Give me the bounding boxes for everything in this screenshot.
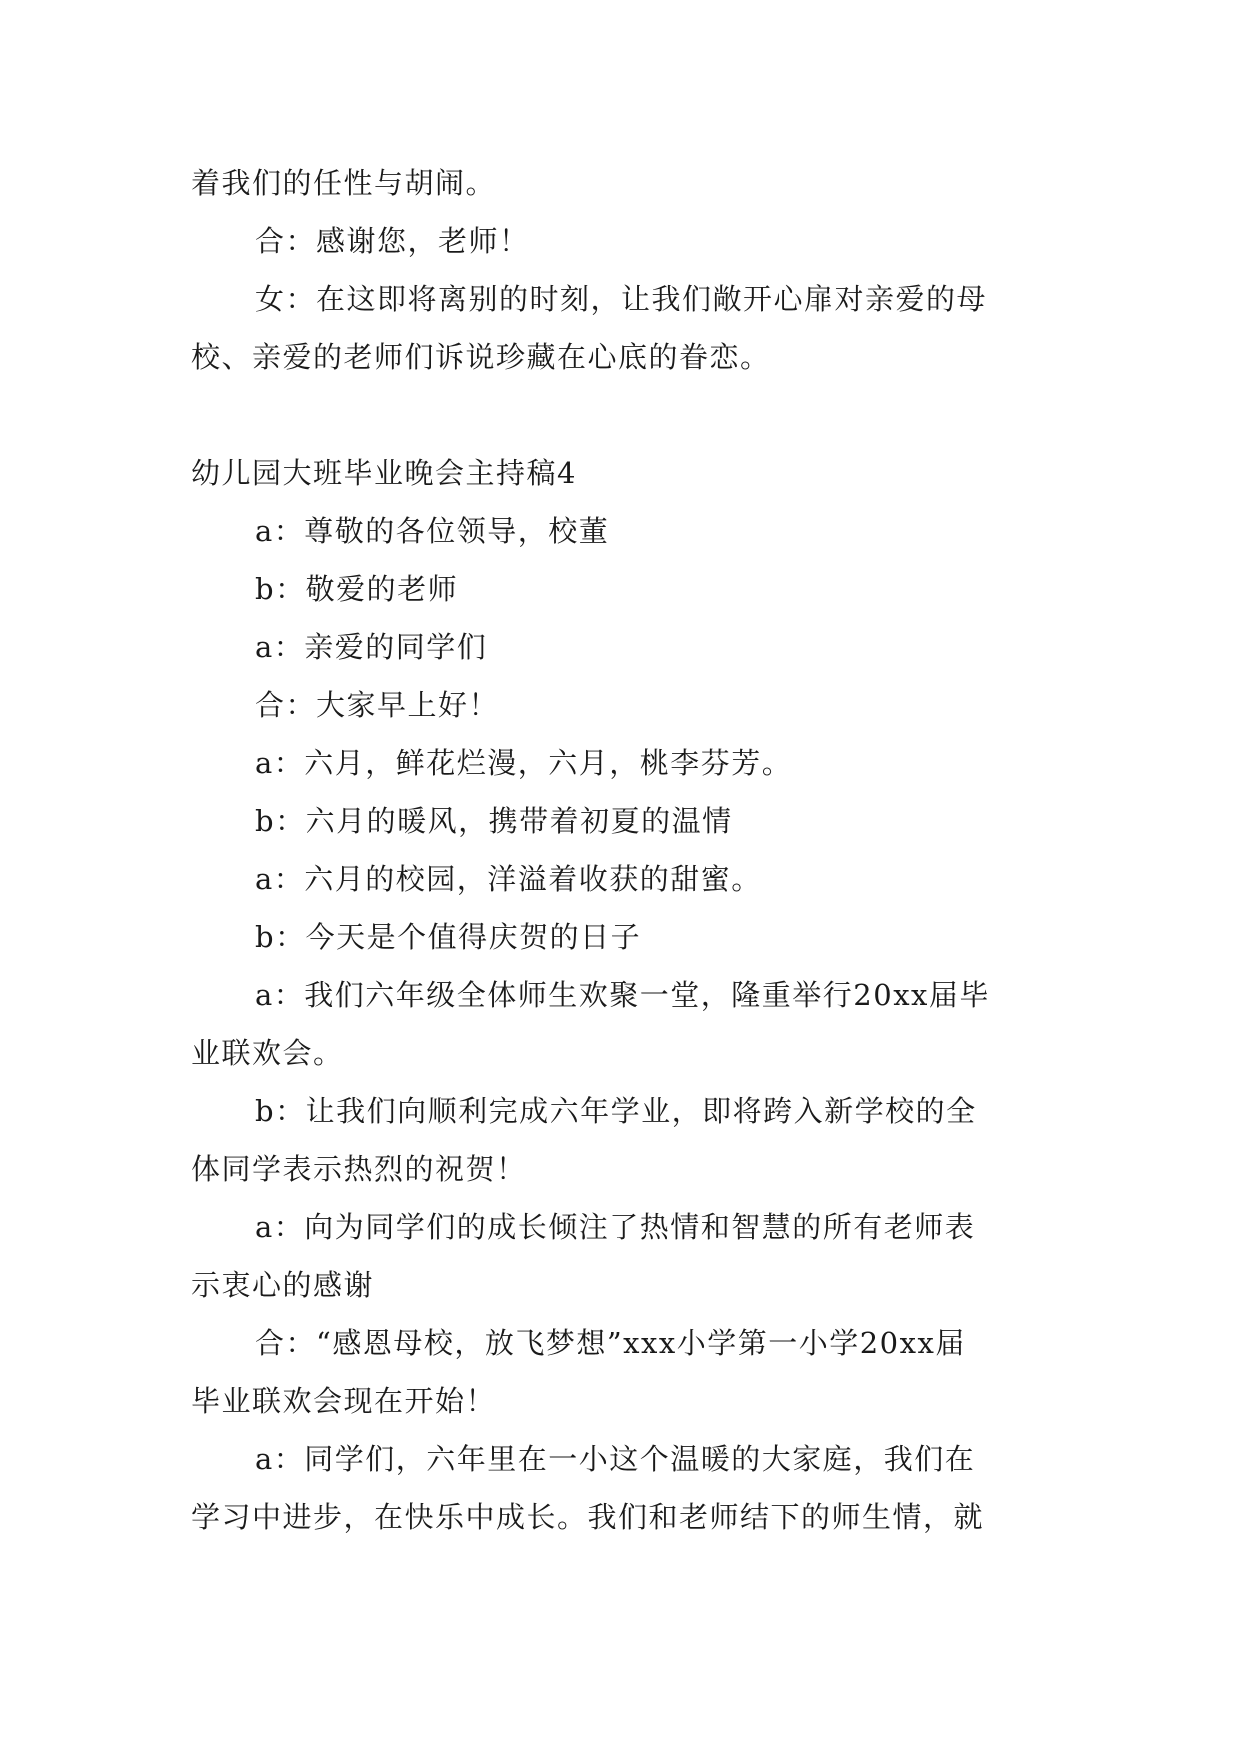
section-title: 幼儿园大班毕业晚会主持稿4 <box>191 456 577 490</box>
text-line: b：敬爱的老师 <box>255 572 459 606</box>
text-line: b：让我们向顺利完成六年学业，即将跨入新学校的全 <box>255 1094 977 1128</box>
text-line: a：尊敬的各位领导，校董 <box>255 514 610 548</box>
text-line: a：我们六年级全体师生欢聚一堂，隆重举行20xx届毕 <box>255 978 990 1012</box>
text-line: 着我们的任性与胡闹。 <box>191 166 497 200</box>
text-line: 毕业联欢会现在开始！ <box>191 1384 497 1418</box>
text-line: a：亲爱的同学们 <box>255 630 488 664</box>
text-line: a：六月的校园，洋溢着收获的甜蜜。 <box>255 862 762 896</box>
document-body <box>191 154 1053 1546</box>
text-line: a：六月，鲜花烂漫，六月，桃李芬芳。 <box>255 746 793 780</box>
text-line: 体同学表示热烈的祝贺！ <box>191 1152 527 1186</box>
text-line: 合：大家早上好！ <box>255 688 500 722</box>
text-line: 学习中进步，在快乐中成长。我们和老师结下的师生情，就 <box>191 1500 985 1534</box>
text-line: b：六月的暖风，携带着初夏的温情 <box>255 804 733 838</box>
paragraph-gap <box>191 386 1053 444</box>
text-line: 校、亲爱的老师们诉说珍藏在心底的眷恋。 <box>191 340 771 374</box>
text-line: 业联欢会。 <box>191 1036 344 1070</box>
text-line: 女：在这即将离别的时刻，让我们敞开心扉对亲爱的母 <box>255 282 988 316</box>
text-line: b：今天是个值得庆贺的日子 <box>255 920 642 954</box>
text-line: 示衷心的感谢 <box>191 1268 375 1302</box>
text-line: 合：“感恩母校，放飞梦想”xxx小学第一小学20xx届 <box>255 1326 966 1360</box>
text-line: 合：感谢您，老师！ <box>255 224 530 258</box>
text-line: a：向为同学们的成长倾注了热情和智慧的所有老师表 <box>255 1210 976 1244</box>
text-line: a：同学们，六年里在一小这个温暖的大家庭，我们在 <box>255 1442 976 1476</box>
